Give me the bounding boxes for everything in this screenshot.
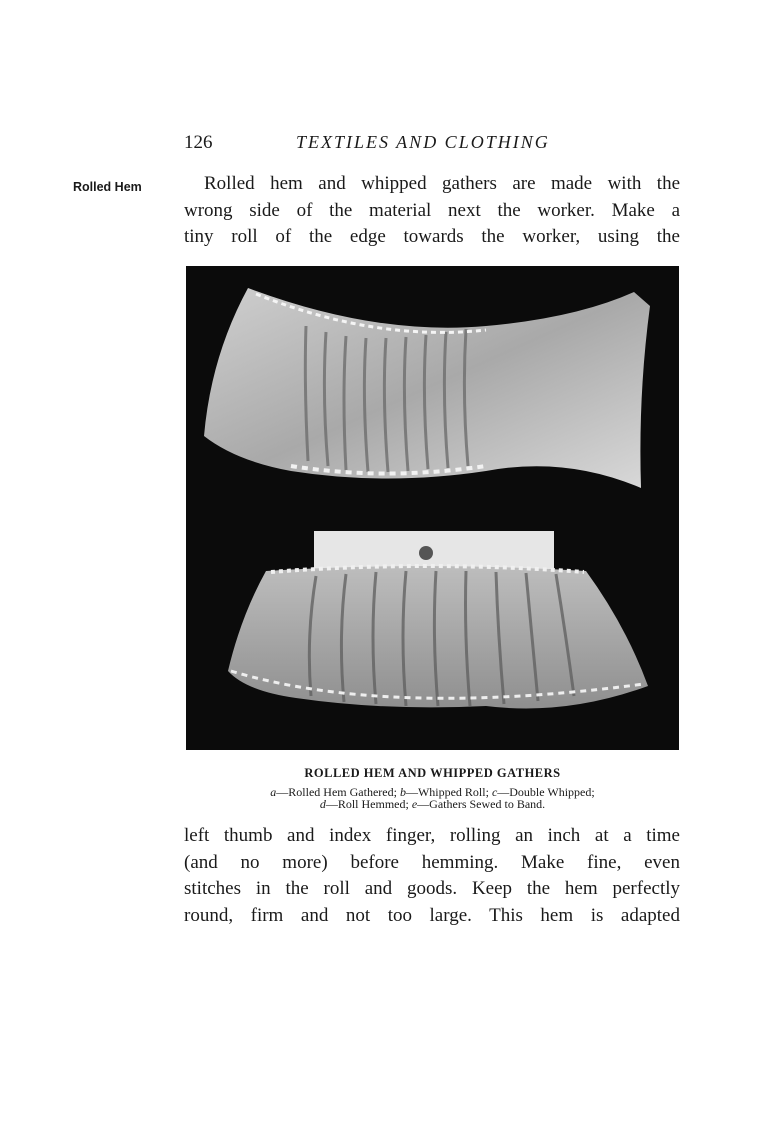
legend-text-c: —Double Whipped;: [497, 785, 595, 799]
band-marker: [419, 546, 433, 560]
figure-caption-title: ROLLED HEM AND WHIPPED GATHERS: [304, 766, 561, 780]
text-line: wrong side of the material next the worker. Make a: [184, 199, 680, 221]
paragraph-rolled-hem-continued: [184, 823, 680, 929]
text-line: left thumb and index finger, rolling an inch at a time: [184, 825, 680, 846]
page-number: 126: [184, 132, 213, 153]
legend-letter-a: a: [270, 785, 277, 799]
figure-photograph: [186, 266, 679, 750]
legend-text-a: —Rolled Hem Gathered;: [276, 785, 400, 799]
text-line: Rolled hem and whipped gathers are made with the: [204, 173, 680, 194]
figure-legend: [186, 786, 679, 810]
page-header: [184, 132, 684, 158]
text-line: (and no more) before hemming. Make fine, even: [184, 851, 680, 873]
legend-letter-d: d: [319, 797, 326, 811]
running-title: TEXTILES AND CLOTHING: [296, 132, 550, 152]
text-line: tiny roll of the edge towards the worker, using the: [184, 226, 680, 247]
legend-line-2: [186, 798, 679, 810]
text-line: round, firm and not too large. This hem is adapted: [184, 904, 680, 926]
legend-text-d: —Roll Hemmed;: [325, 797, 412, 811]
paragraph-rolled-hem-intro: [184, 171, 680, 251]
legend-text-e: —Gathers Sewed to Band.: [417, 797, 546, 811]
legend-letter-b: b: [399, 785, 406, 799]
legend-text-b: —Whipped Roll;: [405, 785, 492, 799]
fabric-samples-illustration: [186, 266, 679, 750]
lower-band: [314, 531, 554, 569]
legend-letter-c: c: [491, 785, 498, 799]
legend-letter-e: e: [411, 797, 418, 811]
text-line: stitches in the roll and goods. Keep the hem perfectly: [184, 878, 680, 899]
margin-note: Rolled Hem: [73, 180, 142, 194]
